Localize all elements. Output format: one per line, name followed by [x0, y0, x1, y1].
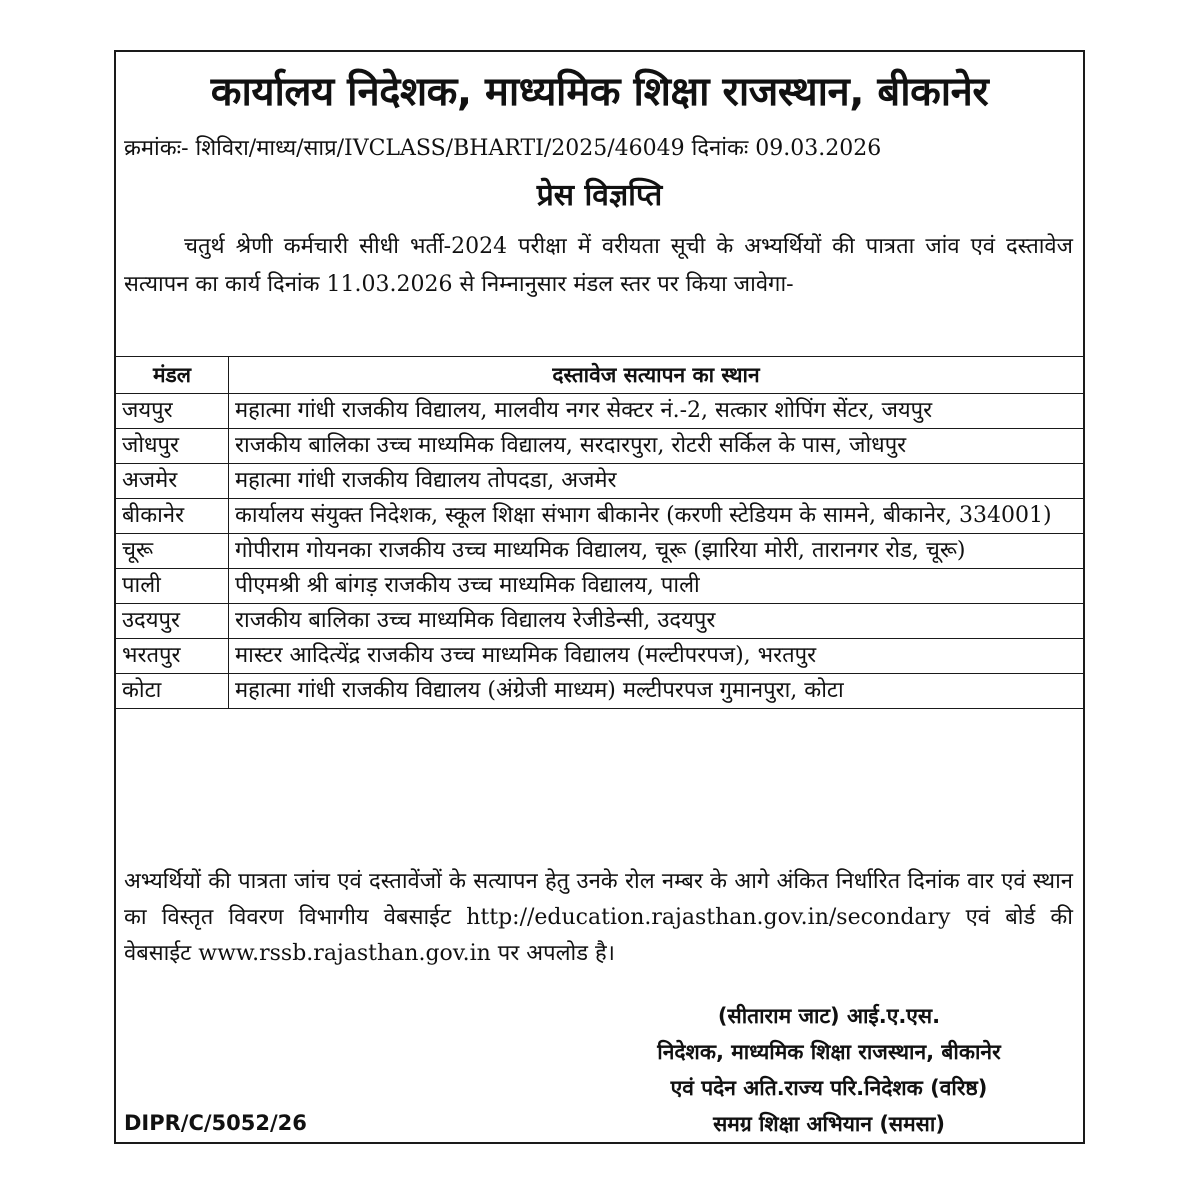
division-cell: उदयपुर [116, 604, 229, 639]
signatory-additional-role: एवं पदेन अति.राज्य परि.निदेशक (वरिष्ठ) [670, 1076, 988, 1100]
place-cell: महात्मा गांधी राजकीय विद्यालय (अंग्रेजी माध्यम) मल्टीपरपज गुमानपुरा, कोटा [229, 674, 1084, 709]
place-cell: कार्यालय संयुक्त निदेशक, स्कूल शिक्षा संभाग बीकानेर (करणी स्टेडियम के सामने, बीकानेर, 334001) [229, 499, 1084, 534]
place-cell: महात्मा गांधी राजकीय विद्यालय, मालवीय नगर सेक्टर नं.-2, सत्कार शोपिंग सेंटर, जयपुर [229, 394, 1084, 429]
press-notice [114, 50, 1085, 1144]
footer-note: अभ्यर्थियों की पात्रता जांच एवं दस्तावेंजों के सत्यापन हेतु उनके रोल नम्बर के आगे अंकित निर्धारित दिनांक वार एवं स्थान का विस्तृत विवरण विभागीय वेबसाईट http://education.rajasthan.gov.in/secondary एवं बोर्ड की वेबसाईट www.rssb.rajasthan.gov.in पर अपलोड है। [124, 869, 1073, 966]
table-header-row [116, 357, 1083, 394]
table-row [116, 464, 1083, 499]
press-release-title: प्रेस विज्ञप्ति [536, 178, 663, 213]
place-column-header: दस्तावेज सत्यापन का स्थान [229, 357, 1084, 394]
place-cell: मास्टर आदित्येंद्र राजकीय उच्च माध्यमिक विद्यालय (मल्टीपरपज), भरतपुर [229, 639, 1084, 674]
verification-centers-table [116, 356, 1083, 709]
signature-block [589, 998, 1069, 1142]
division-cell: चूरू [116, 534, 229, 569]
place-cell: महात्मा गांधी राजकीय विद्यालय तोपदडा, अजमेर [229, 464, 1084, 499]
office-title: कार्यालय निदेशक, माध्यमिक शिक्षा राजस्थान, बीकानेर [210, 69, 989, 115]
division-cell: जोधपुर [116, 429, 229, 464]
division-cell: जयपुर [116, 394, 229, 429]
place-cell: राजकीय बालिका उच्च माध्यमिक विद्यालय, सरदारपुरा, रोटरी सर्किल के पास, जोधपुर [229, 429, 1084, 464]
division-cell: अजमेर [116, 464, 229, 499]
intro-paragraph: चतुर्थ श्रेणी कर्मचारी सीधी भर्ती-2024 परीक्षा में वरीयता सूची के अभ्यर्थियों की पात्रता जांव एवं दस्तावेज सत्यापन का कार्य दिनांक 11.03.2026 से निम्नानुसार मंडल स्तर पर किया जावेगा- [124, 234, 1073, 297]
verification-centers-table-wrap [116, 356, 1083, 709]
division-cell: भरतपुर [116, 639, 229, 674]
signatory-designation: निदेशक, माध्यमिक शिक्षा राजस्थान, बीकानेर [657, 1040, 1001, 1064]
place-cell: पीएमश्री श्री बांगड़ राजकीय उच्च माध्यमिक विद्यालय, पाली [229, 569, 1084, 604]
division-cell: पाली [116, 569, 229, 604]
place-cell: गोपीराम गोयनका राजकीय उच्च माध्यमिक विद्यालय, चूरू (झारिया मोरी, तारानगर रोड, चूरू) [229, 534, 1084, 569]
division-column-header: मंडल [116, 357, 229, 394]
signatory-program: समग्र शिक्षा अभियान (समसा) [713, 1112, 945, 1136]
dipr-code: DIPR/C/5052/26 [124, 1111, 307, 1135]
table-row [116, 569, 1083, 604]
table-row [116, 604, 1083, 639]
table-row [116, 429, 1083, 464]
table-row [116, 534, 1083, 569]
place-cell: राजकीय बालिका उच्च माध्यमिक विद्यालय रेजीडेन्सी, उदयपुर [229, 604, 1084, 639]
division-cell: कोटा [116, 674, 229, 709]
table-row [116, 639, 1083, 674]
signatory-name: (सीताराम जाट) आई.ए.एस. [717, 1004, 941, 1028]
division-cell: बीकानेर [116, 499, 229, 534]
table-row [116, 394, 1083, 429]
table-row [116, 674, 1083, 709]
table-row [116, 499, 1083, 534]
reference-line: क्रमांकः- शिविरा/माध्य/साप्र/IVCLASS/BHARTI/2025/46049 दिनांकः 09.03.2026 [124, 136, 882, 161]
